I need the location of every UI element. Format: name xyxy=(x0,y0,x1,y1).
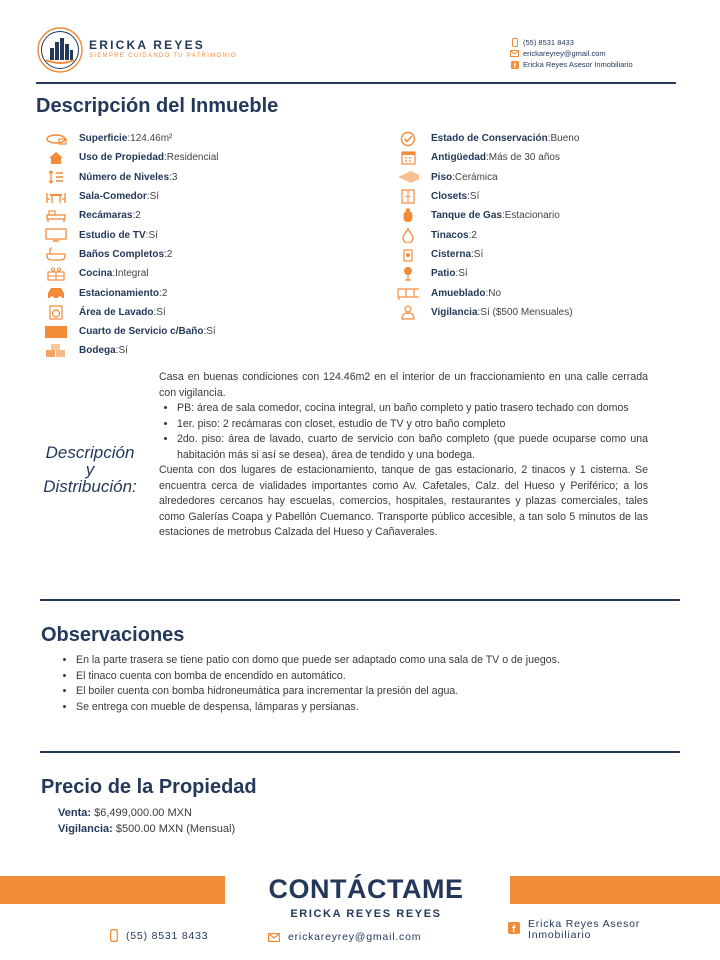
house-icon xyxy=(45,150,67,165)
header-contact xyxy=(510,37,633,70)
price-security-label: Vigilancia: xyxy=(58,822,113,835)
brand-name: ERICKA REYES xyxy=(89,38,205,52)
furniture-icon xyxy=(397,286,419,301)
features-right xyxy=(397,129,579,322)
description-outro: Cuenta con dos lugares de estacionamiento, tanque de gas estacionario, 2 tinacos y 1 cisterna. Se encuentra cerca de vialidades importantes como Av. Cafetales, Calz. del Hueso y Periférico; a los alrededores cercanos hay escuelas, comercios, hospitales, restaurantes y plazas comerciales, tales como Galerías Coapa y Pabellón Cuemanco. Transporte público accesible, a tan solo 5 minutos de las estaciones de metrobus Calzada del Hueso y Cañaverales. xyxy=(159,464,648,538)
feature-label: Superficie xyxy=(79,133,128,145)
feature-value: Sí xyxy=(118,345,128,357)
feature-label: Sala-Comedor xyxy=(79,191,147,203)
svg-text:f: f xyxy=(512,924,517,934)
price-sale-value: $6,499,000.00 MXN xyxy=(94,807,192,819)
feature-label: Closets xyxy=(431,191,468,203)
feature-item: Tinacos : 2 xyxy=(397,225,579,244)
footer-bar-left xyxy=(0,876,225,904)
feature-value: No xyxy=(488,287,502,299)
header-divider xyxy=(36,82,676,84)
feature-item: Piso : Cerámica xyxy=(397,168,579,187)
company-logo xyxy=(36,26,84,74)
feature-label: Área de Lavado xyxy=(79,306,154,318)
kitchen-icon xyxy=(45,266,67,281)
distribution-list xyxy=(159,401,648,463)
feature-label: Estudio de TV xyxy=(79,229,146,241)
feature-item: Estado de Conservación : Bueno xyxy=(397,129,579,148)
feature-value: Sí xyxy=(458,268,468,280)
feature-value: 3 xyxy=(171,171,178,183)
list-item: • En la parte trasera se tiene patio con domo que puede ser adaptado como una sala de TV o de juegos. xyxy=(76,653,652,669)
description-heading xyxy=(36,444,144,495)
description-intro: Casa en buenas condiciones con 124.46m2 en el interior de un fraccionamiento en una calle cerrada con vigilancia. xyxy=(159,371,648,399)
feature-label: Número de Niveles xyxy=(79,171,170,183)
feature-label: Vigilancia xyxy=(431,306,478,318)
description-heading-line1: Descripción xyxy=(45,443,135,462)
feature-item: Antigüedad : Más de 30 años xyxy=(397,148,579,167)
feature-label: Cuarto de Servicio c/Baño xyxy=(79,326,204,338)
feature-value: 2 xyxy=(135,210,141,222)
gas-tank-icon xyxy=(397,208,419,223)
area-icon xyxy=(45,131,67,146)
contact-title: CONTÁCTAME xyxy=(268,874,464,904)
feature-item: Superficie : 124.46m² xyxy=(45,129,219,148)
feature-item: Área de Lavado : Sí xyxy=(45,303,219,322)
list-item: • El tinaco cuenta con bomba de encendido en automático. xyxy=(76,669,652,685)
feature-label: Estacionamiento xyxy=(79,287,160,299)
guard-icon xyxy=(397,305,419,320)
description-heading-line3: Distribución: xyxy=(43,477,137,496)
feature-item: Patio : Sí xyxy=(397,264,579,283)
contact-name: ERICKA REYES REYES xyxy=(290,908,442,920)
feature-value: 2 xyxy=(471,229,477,241)
price-sale-label: Venta: xyxy=(58,807,92,819)
phone-icon xyxy=(110,929,118,942)
washer-icon xyxy=(45,305,67,320)
description-body xyxy=(159,370,648,541)
section-title-observaciones: Observaciones xyxy=(41,624,185,646)
footer-bar-right xyxy=(510,876,720,904)
feature-value: Sí ($500 Mensuales) xyxy=(480,306,573,318)
feature-label: Patio xyxy=(431,268,456,280)
feature-value: Más de 30 años xyxy=(488,152,560,164)
feature-item: Closets : Sí xyxy=(397,187,579,206)
feature-label: Tanque de Gas xyxy=(431,210,502,222)
cistern-icon xyxy=(397,247,419,262)
levels-icon xyxy=(45,170,67,185)
footer-email-text[interactable]: erickareyrey@gmail.com xyxy=(288,931,422,943)
feature-label: Cocina xyxy=(79,268,113,280)
feature-value: Estacionario xyxy=(504,210,560,222)
divider xyxy=(40,751,680,753)
feature-value: Sí xyxy=(149,191,160,203)
feature-item: Estudio de TV : Sí xyxy=(45,225,219,244)
feature-label: Uso de Propiedad xyxy=(79,152,165,164)
feature-label: Bodega xyxy=(79,345,116,357)
footer-facebook[interactable] xyxy=(508,919,640,941)
footer-phone[interactable] xyxy=(110,929,208,942)
feature-value: Sí xyxy=(148,229,158,241)
feature-value: 2 xyxy=(161,287,168,299)
brand-tagline: SIEMPRE CUIDANDO TU PATRIMONIO xyxy=(89,53,238,59)
list-item: • El boiler cuenta con bomba hidroneumática para incrementar la presión del agua. xyxy=(76,684,652,700)
feature-value: Cerámica xyxy=(454,171,498,183)
svg-text:f: f xyxy=(513,62,516,69)
feature-value: Residencial xyxy=(166,152,219,164)
feature-item: Cisterna : Sí xyxy=(397,245,579,264)
feature-item: Bodega : Sí xyxy=(45,341,219,360)
tv-icon xyxy=(45,228,67,243)
header-facebook[interactable]: Ericka Reyes Asesor Inmobiliario xyxy=(523,60,633,69)
footer-facebook-line2[interactable]: Inmobiliario xyxy=(528,929,592,941)
feature-label: Baños Completos xyxy=(79,248,165,260)
price-security-value: $500.00 MXN (Mensual) xyxy=(115,822,236,835)
feature-item: Uso de Propiedad : Residencial xyxy=(45,148,219,167)
feature-item: Tanque de Gas : Estacionario xyxy=(397,206,579,225)
observations xyxy=(62,653,652,715)
mail-icon xyxy=(510,49,519,58)
feature-value: Sí xyxy=(473,248,484,260)
feature-item: Vigilancia : Sí ($500 Mensuales) xyxy=(397,303,579,322)
feature-label: Tinacos xyxy=(431,229,469,241)
dining-icon xyxy=(45,189,67,204)
bed-icon xyxy=(45,208,67,223)
feature-value: Sí xyxy=(206,326,216,338)
mail-icon xyxy=(268,933,280,942)
bath-icon xyxy=(45,247,67,262)
feature-item: Baños Completos : 2 xyxy=(45,245,219,264)
feature-value: 2 xyxy=(166,248,173,260)
facebook-icon xyxy=(508,922,520,934)
feature-item: Cuarto de Servicio c/Baño : Sí xyxy=(45,322,219,341)
list-item: • 2do. piso: área de lavado, cuarto de servicio con baño completo (que puede ocuparse como una habitación más si así se desea), área de tendido y una bodega. xyxy=(177,432,648,463)
feature-label: Antigüedad xyxy=(431,152,486,164)
list-item: • 1er. piso: 2 recámaras con closet, estudio de TV y otro baño completo xyxy=(177,417,648,433)
feature-item: Cocina : Integral xyxy=(45,264,219,283)
section-title-inmueble: Descripción del Inmueble xyxy=(36,95,279,117)
feature-label: Piso xyxy=(431,171,453,183)
closet-icon xyxy=(397,189,419,204)
floor-tile-icon xyxy=(397,170,419,185)
observations-list xyxy=(62,653,652,715)
feature-label: Amueblado xyxy=(431,287,486,299)
feature-item: Amueblado : No xyxy=(397,283,579,302)
phone-icon xyxy=(510,38,519,47)
price-block xyxy=(58,806,235,837)
calendar-icon xyxy=(397,150,419,165)
footer-facebook-line1[interactable]: Ericka Reyes Asesor xyxy=(528,918,641,930)
patio-icon xyxy=(397,266,419,281)
feature-value: Bueno xyxy=(550,133,580,145)
features-left xyxy=(45,129,219,361)
feature-label: Cisterna xyxy=(431,248,472,260)
list-item: • Se entrega con mueble de despensa, lámparas y persianas. xyxy=(76,700,652,716)
feature-value: Sí xyxy=(469,191,480,203)
feature-label: Recámaras xyxy=(79,210,133,222)
footer-email[interactable] xyxy=(268,931,421,943)
service-room-icon xyxy=(45,324,67,339)
feature-item: Sala-Comedor : Sí xyxy=(45,187,219,206)
feature-item: Estacionamiento : 2 xyxy=(45,283,219,302)
boxes-icon xyxy=(45,343,67,358)
feature-value: Integral xyxy=(115,268,149,280)
description-heading-line2: y xyxy=(85,460,95,479)
divider xyxy=(40,599,680,601)
water-drop-icon xyxy=(397,228,419,243)
feature-item: Recámaras : 2 xyxy=(45,206,219,225)
feature-value: 124.46m² xyxy=(130,133,173,145)
header-email[interactable]: erickareyrey@gmail.com xyxy=(523,49,606,58)
section-title-precio: Precio de la Propiedad xyxy=(41,776,257,798)
check-badge-icon xyxy=(397,131,419,146)
facebook-icon xyxy=(510,60,519,69)
car-icon xyxy=(45,286,67,301)
header-phone[interactable]: (55) 8531 8433 xyxy=(523,38,574,47)
feature-item: Número de Niveles : 3 xyxy=(45,168,219,187)
feature-label: Estado de Conservación xyxy=(431,133,548,145)
feature-value: Sí xyxy=(156,306,166,318)
footer-phone-text[interactable]: (55) 8531 8433 xyxy=(126,929,209,942)
list-item: • PB: área de sala comedor, cocina integral, un baño completo y patio trasero techado con domos xyxy=(177,401,648,417)
